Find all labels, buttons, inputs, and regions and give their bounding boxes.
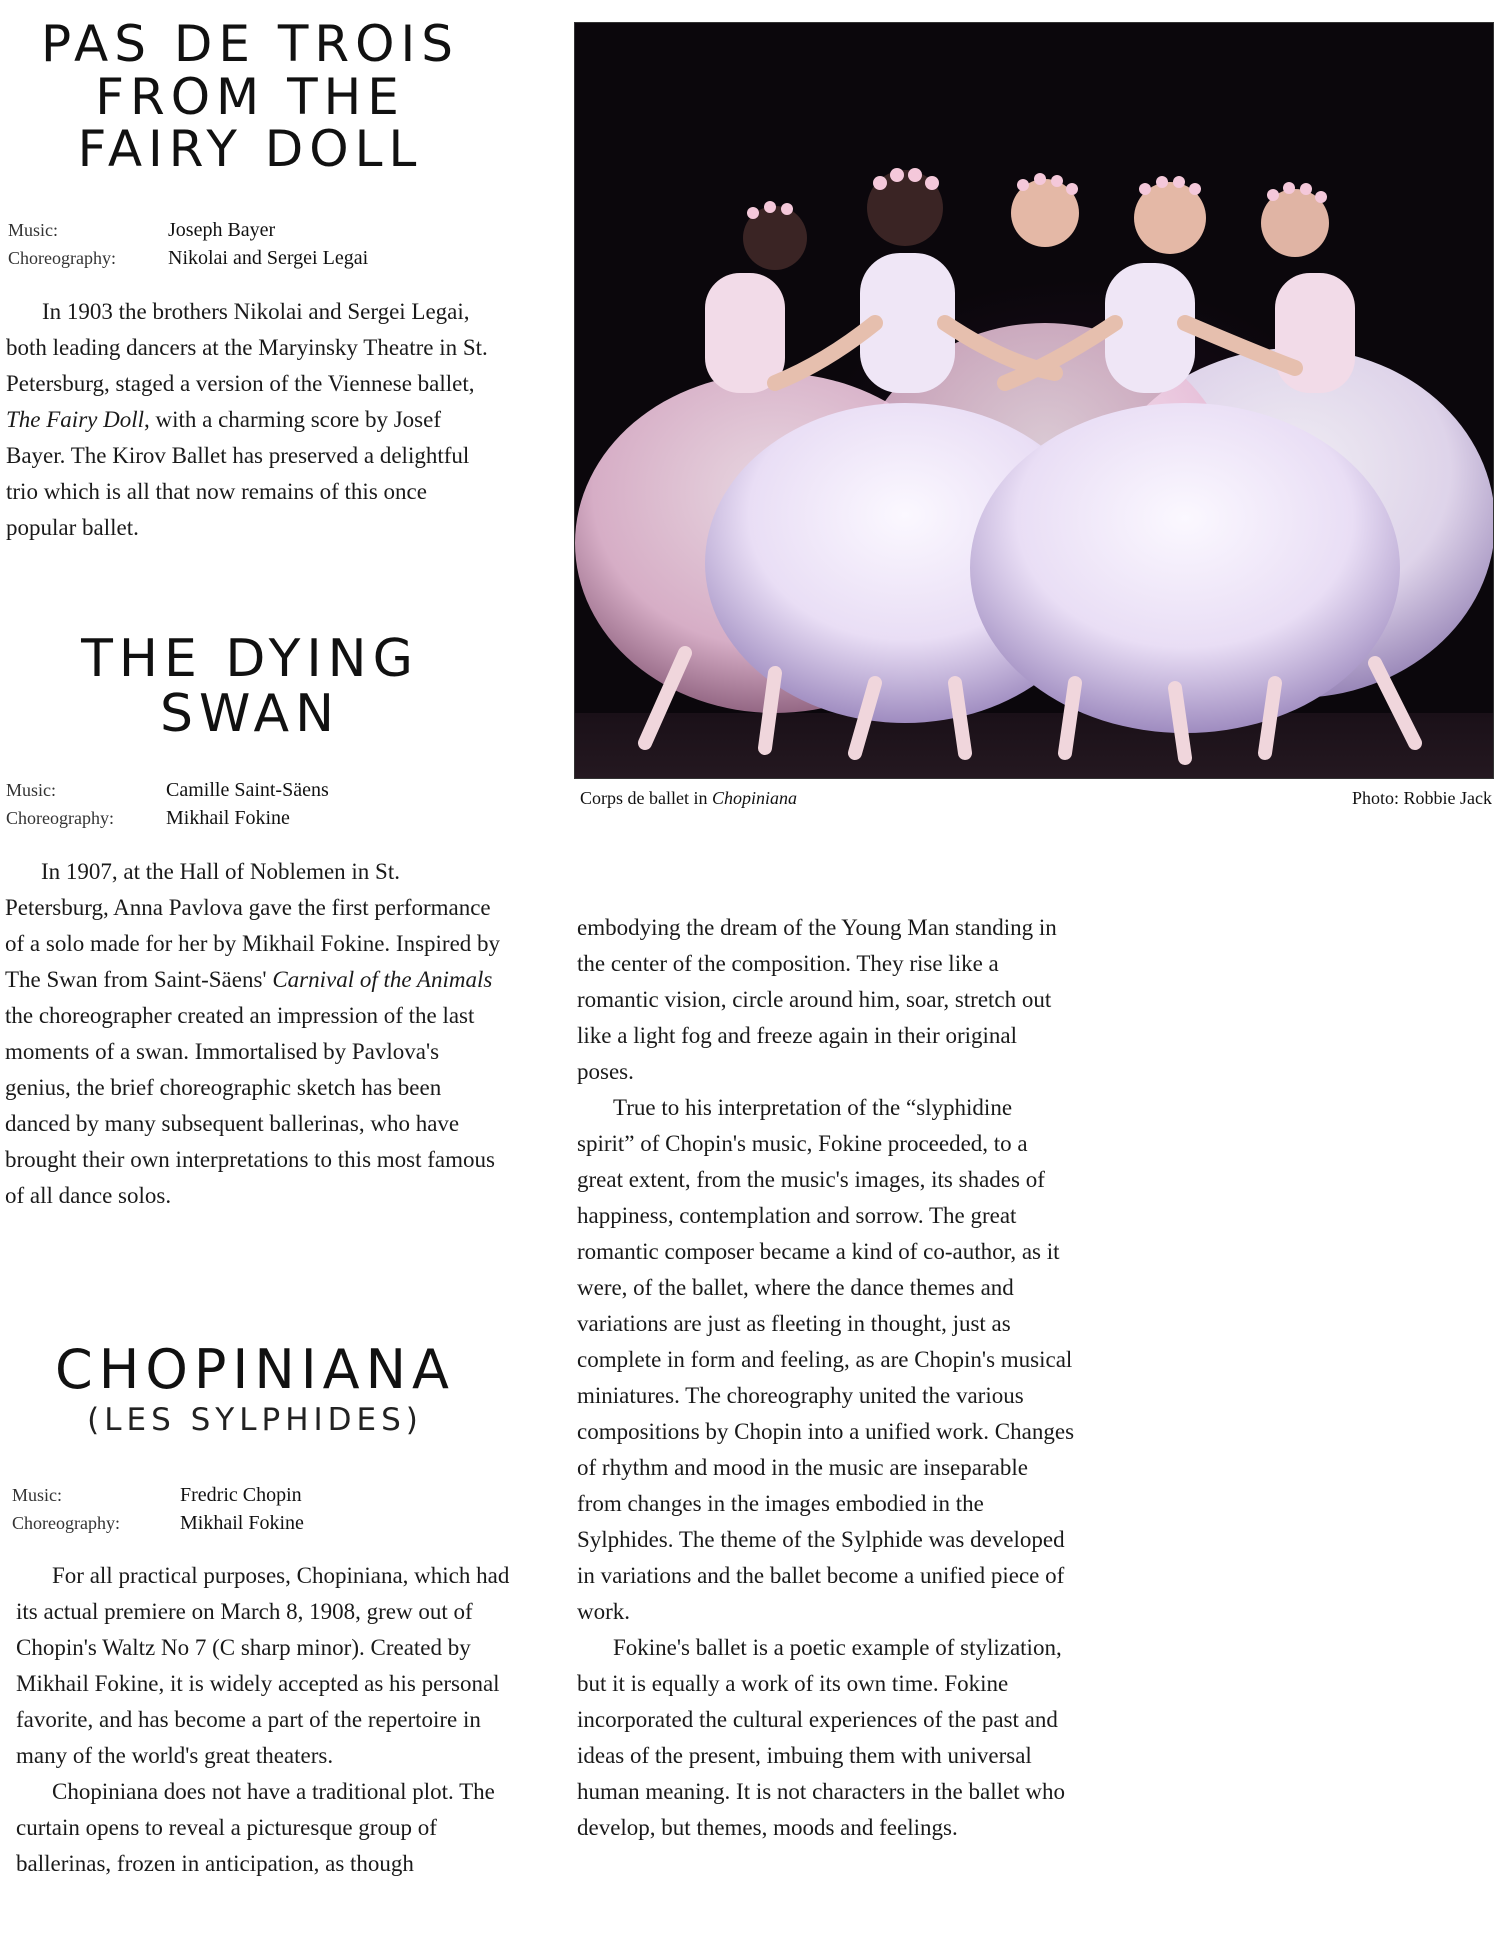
chopiniana-paragraph: embodying the dream of the Young Man standing in the center of the composition. They rise like a romantic vision, circle around him, soar, stretch out like a light fog and freeze again in their original poses.	[577, 915, 1057, 1084]
ballet-photo	[574, 22, 1494, 779]
credit-value: Fredric Chopin	[180, 1484, 302, 1506]
credit-value: Joseph Bayer	[168, 219, 276, 241]
credit-label: Choreography:	[12, 1513, 120, 1533]
chopiniana-body-right	[577, 910, 1075, 1846]
dying-swan-body	[5, 854, 501, 1214]
credit-row-music	[6, 776, 329, 804]
credit-label: Music:	[8, 220, 59, 240]
credit-label: Choreography:	[6, 808, 114, 828]
pas-de-trois-credits	[8, 216, 368, 272]
corps-de-ballet-illustration	[575, 23, 1493, 778]
title-line: PAS DE TROIS	[41, 15, 459, 73]
body-text: In 1903 the brothers Nikolai and Sergei Legai, both leading dancers at the Maryinsky Theatre in St. Petersburg, staged a version of the Viennese ballet,	[6, 299, 488, 396]
photo-credit: Photo: Robbie Jack	[1352, 788, 1492, 808]
ballet-title: The Fairy Doll	[6, 407, 144, 432]
credit-row-choreography	[8, 244, 368, 272]
body-text: , with a charming score by Josef Bayer. The Kirov Ballet has preserved a delightful trio which is all that now remains of this once popular ballet.	[6, 407, 470, 540]
chopiniana-paragraph: Chopiniana does not have a traditional plot. The curtain opens to reveal a picturesque group of ballerinas, frozen in anticipation, as though	[16, 1779, 495, 1876]
photo-caption	[580, 788, 797, 809]
work-title: Carnival of the Animals	[272, 967, 493, 992]
title-line: CHOPINIANA	[55, 1338, 455, 1401]
body-text: the choreographer created an impression of the last moments of a swan. Immortalised by Pavlova's genius, the brief choreographic sketch has been danced by many subsequent ballerinas, who have brought their own interpretations to this most famous of all dance solos.	[5, 1003, 495, 1208]
chopiniana-body-left	[16, 1558, 514, 1882]
credit-row-music	[12, 1481, 304, 1509]
credit-value: Nikolai and Sergei Legai	[168, 247, 369, 269]
caption-title: Chopiniana	[711, 788, 797, 808]
credit-row-choreography	[6, 804, 329, 832]
chopiniana-paragraph: For all practical purposes, Chopiniana, which had its actual premiere on March 8, 1908, grew out of Chopin's Waltz No 7 (C sharp minor). Created by Mikhail Fokine, it is widely accepted as his personal favorite, and has become a part of the repertoire in many of the world's great theaters.	[16, 1563, 510, 1768]
dying-swan-credits	[6, 776, 329, 832]
credit-row-music	[8, 216, 368, 244]
chopiniana-paragraph: True to his interpretation of the “slyphidine spirit” of Chopin's music, Fokine proceeded, to a great extent, from the music's images, its shades of happiness, contemplation and sorrow. The great romantic composer became a kind of co-author, as it were, of the ballet, where the dance themes and variations are just as fleeting in thought, just as complete in form and feeling, as are Chopin's musical miniatures. The choreography united the various compositions by Chopin into a unified work. Changes of rhythm and mood in the music are inseparable from changes in the images embodied in the Sylphides. The theme of the Sylphide was developed in variations and the ballet become a unified piece of work.	[577, 1095, 1075, 1624]
credit-value: Mikhail Fokine	[166, 807, 290, 829]
title-line: FAIRY DOLL	[77, 120, 423, 178]
caption-text: Corps de ballet in	[580, 788, 712, 808]
credit-label: Music:	[6, 780, 57, 800]
title-line: SWAN	[159, 683, 341, 744]
title-line: FROM THE	[95, 67, 405, 126]
chopiniana-paragraph: Fokine's ballet is a poetic example of stylization, but it is equally a work of its own time. Fokine incorporated the cultural experiences of the past and ideas of the present, imbuing them with universal human meaning. It is not characters in the ballet who develop, but themes, moods and feelings.	[577, 1635, 1065, 1840]
chopiniana-title	[20, 1338, 490, 1401]
pas-de-trois-body	[6, 294, 496, 546]
pas-de-trois-title	[10, 15, 490, 178]
credit-row-choreography	[12, 1509, 304, 1537]
title-line: THE DYING	[81, 629, 419, 689]
body-text: In 1907, at the Hall of Noblemen in St. Petersburg, Anna Pavlova gave the first performance of a solo made for her by Mikhail Fokine. Inspired by The Swan from Saint-Säens'	[5, 859, 501, 992]
chopiniana-credits	[12, 1481, 304, 1537]
dying-swan-title	[10, 629, 490, 744]
chopiniana-subtitle: (LES SYLPHIDES)	[87, 1402, 423, 1438]
credit-value: Mikhail Fokine	[180, 1512, 304, 1534]
credit-value: Camille Saint-Säens	[166, 779, 329, 801]
credit-label: Choreography:	[8, 248, 116, 268]
credit-label: Music:	[12, 1485, 63, 1505]
